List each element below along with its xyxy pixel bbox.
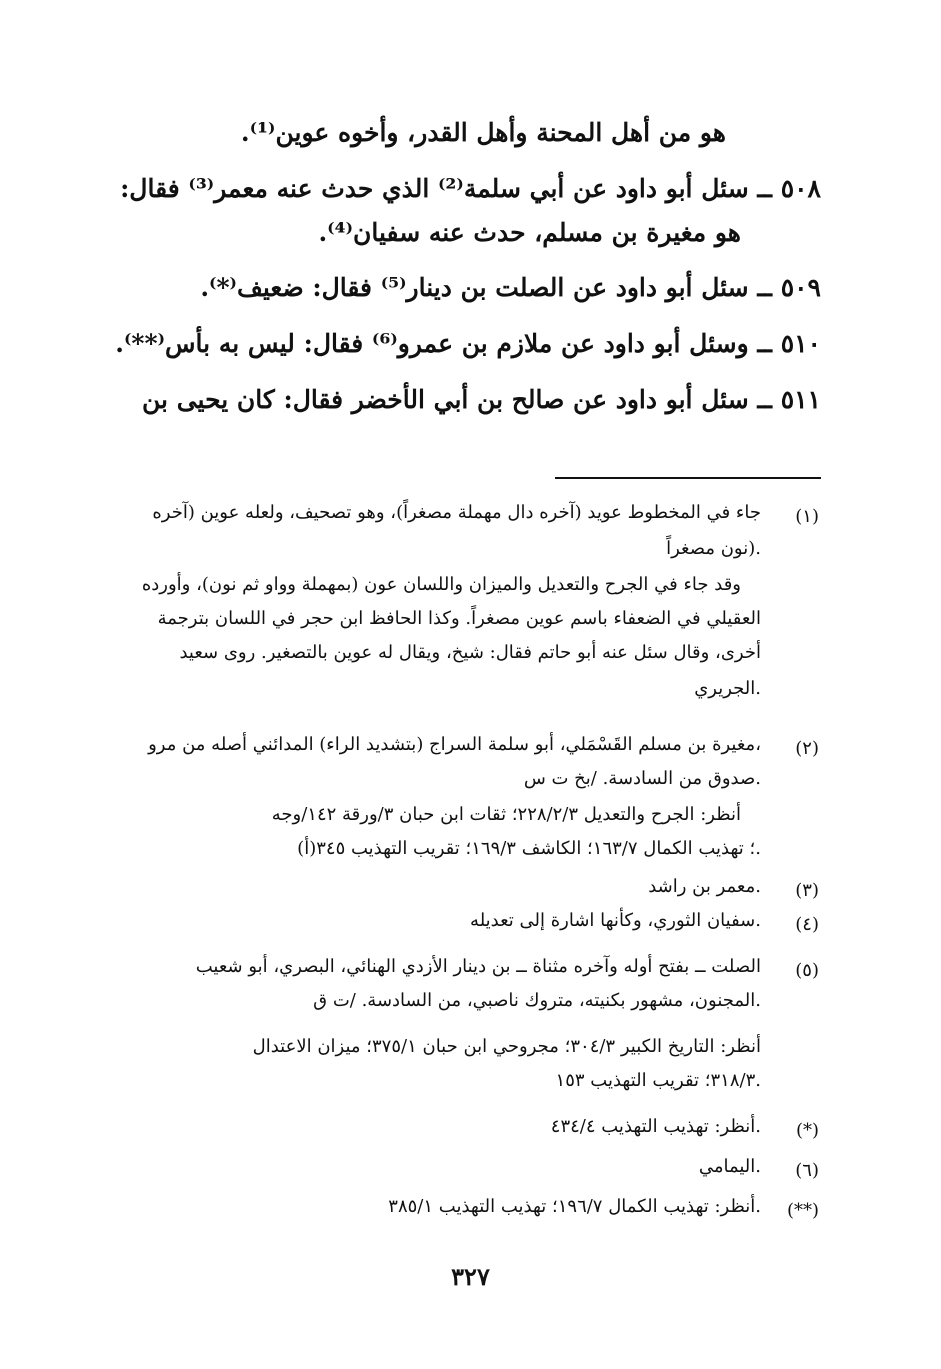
footnote-5-line-4: ٣١٨/٣؛ تقريب التهذيب ١٥٣.	[555, 1070, 761, 1091]
footnote-2-line-4: (أ)؛ تهذيب الكمال ١٦٣/٧؛ الكاشف ١٦٩/٣؛ تقريب التهذيب ٣٤٥.	[297, 838, 761, 859]
footnote-2-marker: (٢)	[795, 738, 819, 759]
footnote-2-line-2: صدوق من السادسة. /بخ ت س.	[523, 768, 761, 789]
entry-510: ٥١٠ ــ وسئل أبو داود عن ملازم بن عمرو⁽⁶⁾ فقال: ليس به بأس⁽**⁾.	[115, 329, 821, 358]
footnote-5-line-1: الصلت ــ بفتح أوله وآخره مثناة ــ بن دينار الأزدي الهنائي، البصري، أبو شعيب	[195, 956, 761, 977]
footnote-5-marker: (٥)	[795, 960, 819, 981]
footnote-1-line-4: العقيلي في الضعفاء باسم عوين مصغراً. وكذا الحافظ ابن حجر في اللسان بترجمة	[157, 608, 761, 629]
footnote-2-line-1: مغيرة بن مسلم القَسْمَلي، أبو سلمة السراج (بتشديد الراء) المدائني أصله من مرو،	[148, 734, 761, 755]
footnote-1-line-1: جاء في المخطوط عويد (آخره دال مهملة مصغراً)، وهو تصحيف، ولعله عوين (آخره	[152, 502, 761, 523]
footnote-1-line-5: أخرى، وقال سئل عنه أبو حاتم فقال: شيخ، ويقال له عوين بالتصغير. روى سعيد	[179, 642, 761, 663]
footnote-4-line-1: سفيان الثوري، وكأنها اشارة إلى تعديله.	[470, 910, 761, 931]
footnote-star-marker: (*)	[795, 1120, 819, 1141]
entry-511: ٥١١ ــ سئل أبو داود عن صالح بن أبي الأخضر فقال: كان يحيى بن	[142, 385, 821, 414]
entry-508-line-1: ٥٠٨ ــ سئل أبو داود عن أبي سلمة⁽²⁾ الذي حدث عنه معمر⁽³⁾ فقال:	[120, 174, 821, 203]
entry-509: ٥٠٩ ــ سئل أبو داود عن الصلت بن دينار⁽⁵⁾ فقال: ضعيف⁽*⁾.	[200, 273, 821, 302]
main-line-continuation: هو من أهل المحنة وأهل القدر، وأخوه عوين⁽¹⁾.	[240, 118, 726, 147]
footnote-5-line-3: أنظر: التاريخ الكبير ٣٠٤/٣؛ مجروحي ابن حبان ٣٧٥/١؛ ميزان الاعتدال	[252, 1036, 761, 1057]
footnote-separator	[555, 477, 821, 479]
entry-508-line-2: هو مغيرة بن مسلم، حدث عنه سفيان⁽⁴⁾.	[318, 218, 741, 247]
footnote-2-line-3: أنظر: الجرح والتعديل ٢٢٨/٢/٣؛ ثقات ابن حبان ٣/ورقة ١٤٢/وجه	[271, 804, 741, 825]
footnote-4-marker: (٤)	[795, 914, 819, 935]
footnote-double-star-line-1: أنظر: تهذيب الكمال ١٩٦/٧؛ تهذيب التهذيب ٣٨٥/١.	[388, 1196, 761, 1217]
footnote-3-line-1: معمر بن راشد.	[648, 876, 761, 897]
footnote-5-line-2: المجنون، مشهور بكنيته، متروك ناصبي، من السادسة. /ت ق.	[313, 990, 761, 1011]
footnote-3-marker: (٣)	[795, 880, 819, 901]
footnote-6-line-1: اليمامي.	[698, 1156, 761, 1177]
footnote-1-line-3: وقد جاء في الجرح والتعديل والميزان واللسان عون (بمهملة وواو ثم نون)، وأورده	[141, 574, 741, 595]
page-number: ٣٢٧	[451, 1262, 490, 1291]
footnote-double-star-marker: (**)	[786, 1200, 819, 1221]
footnote-1-line-2: نون مصغراً).	[666, 538, 761, 559]
footnote-1-marker: (١)	[795, 506, 819, 527]
footnote-1-line-6: الجريري.	[694, 678, 761, 699]
footnote-star-line-1: أنظر: تهذيب التهذيب ٤٣٤/٤.	[550, 1116, 761, 1137]
footnote-6-marker: (٦)	[795, 1160, 819, 1181]
